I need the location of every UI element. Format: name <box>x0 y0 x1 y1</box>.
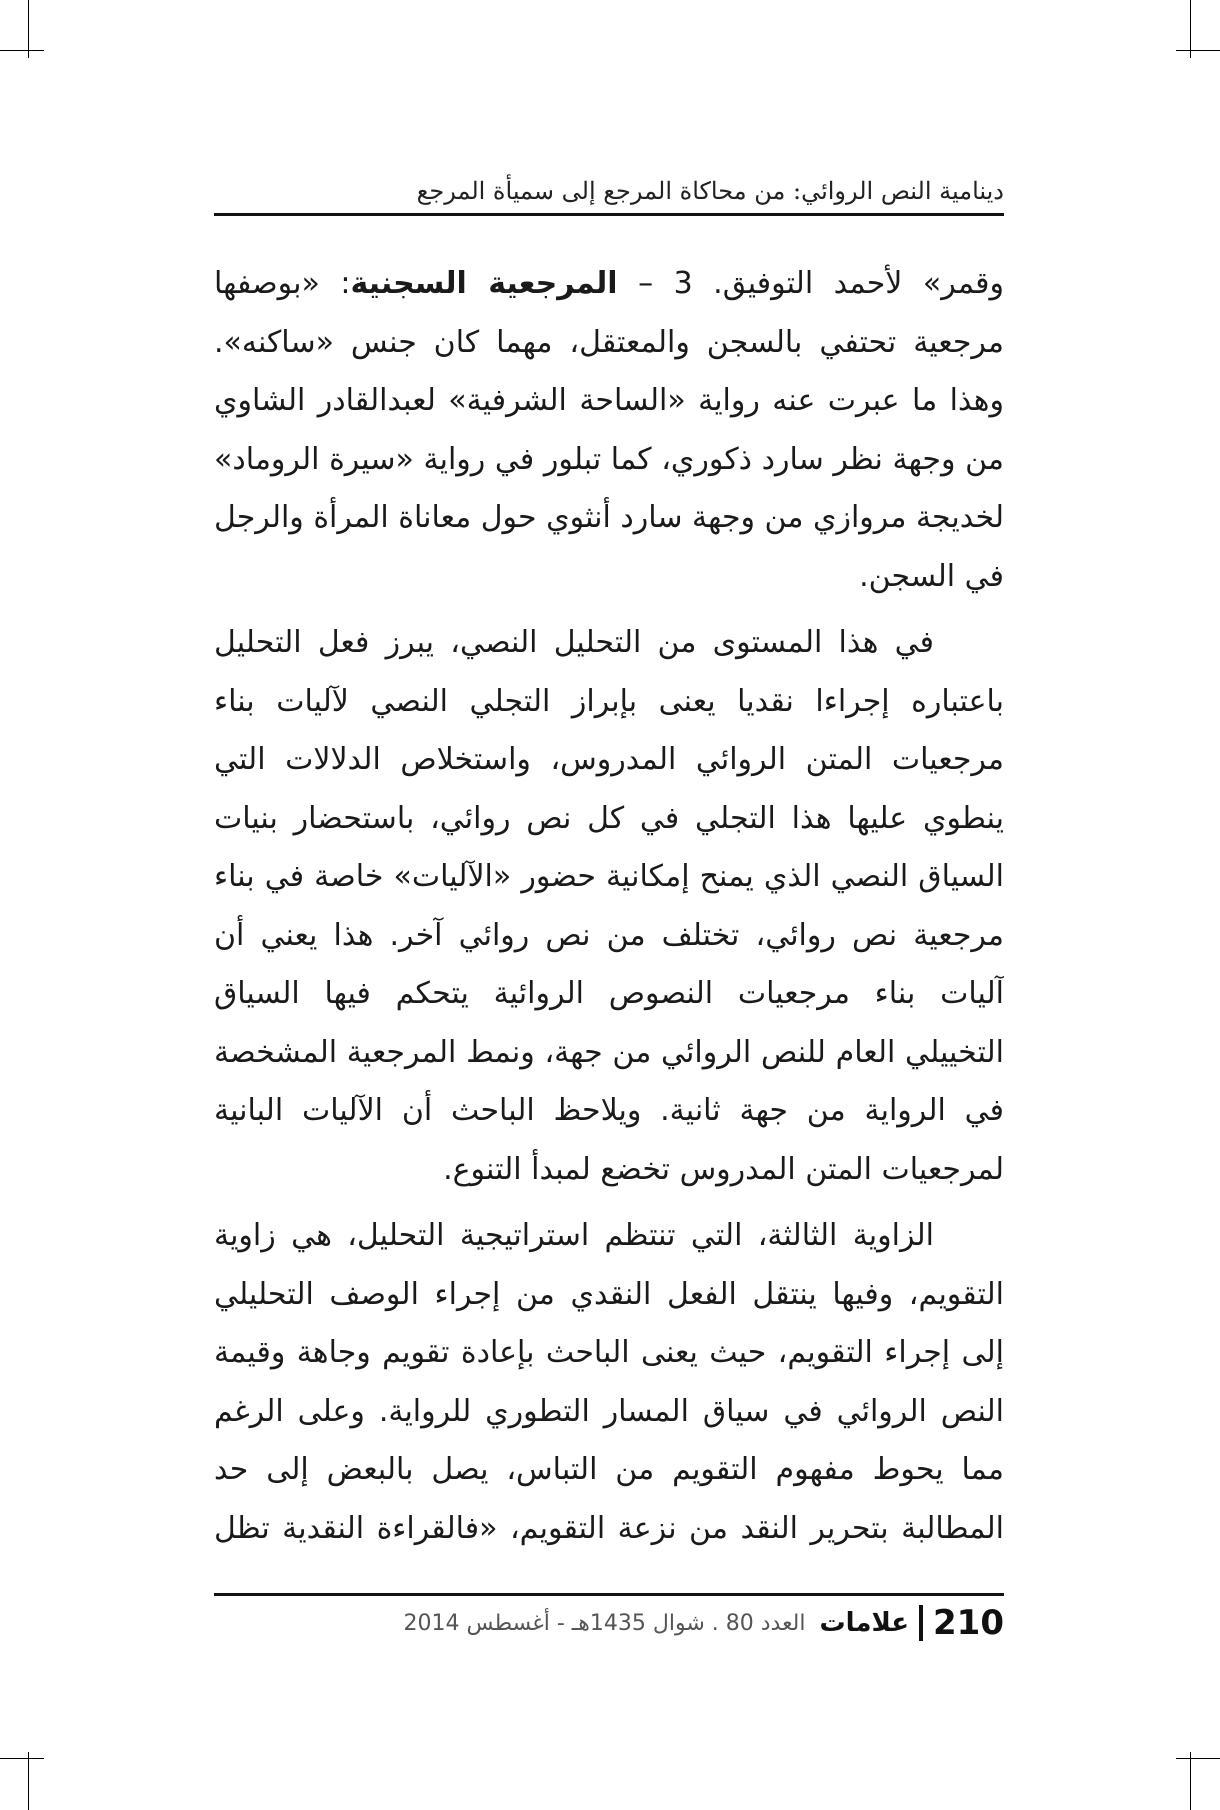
crop-mark <box>1176 50 1220 51</box>
page-footer <box>214 1600 1004 1646</box>
body-text <box>214 255 1004 1555</box>
paragraph-1-start: وقمر» لأحمد التوفيق. 3 – <box>617 266 1004 301</box>
crop-mark <box>0 1758 44 1759</box>
crop-mark <box>1190 1752 1191 1810</box>
paragraph-3: الزاوية الثالثة، التي تنتظم استراتيجية التحليل، هي زاوية التقويم، وفيها ينتقل الفعل النقدي من إجراء الوصف التحليلي إلى إجراء التقويم، حيث يعنى الباحث بإعادة تقويم وجاهة وقيمة النص الروائي في سياق المسار التطوري للرواية. وعلى الرغم مما يحوط مفهوم التقويم من التباس، يصل بالبعض إلى حد المطالبة بتحرير النقد من نزعة التقويم، «فالقراءة النقدية تظل <box>214 1218 1004 1546</box>
journal-name: علامات <box>819 1608 910 1638</box>
footer-rule <box>214 1593 1004 1596</box>
crop-mark <box>28 1752 29 1810</box>
footer-divider <box>919 1605 923 1641</box>
issue-info: العدد 80 . شوال 1435هـ - أغسطس 2014 <box>403 1610 806 1636</box>
running-header: دينامية النص الروائي: من محاكاة المرجع إلى سميأة المرجع <box>416 177 1004 205</box>
paragraph-2: في هذا المستوى من التحليل النصي، يبرز فعل التحليل باعتباره إجراءا نقديا يعنى بإبراز التجلي النصي لآليات بناء مرجعيات المتن الروائي المدروس، واستخلاص الدلالات التي ينطوي عليها هذا التجلي في كل نص روائي، باستحضار بنيات السياق النصي الذي يمنح إمكانية حضور «الآليات» خاصة في بناء مرجعية نص روائي، تختلف من نص روائي آخر. هذا يعني أن آليات بناء مرجعيات النصوص الروائية يتحكم فيها السياق التخييلي العام للنص الروائي من جهة، ونمط المرجعية المشخصة في الرواية من جهة ثانية. ويلاحظ الباحث أن الآليات البانية لمرجعيات المتن المدروس تخضع لمبدأ التنوع. <box>214 625 1004 1187</box>
crop-mark <box>1176 1758 1220 1759</box>
page-number: 210 <box>933 1603 1004 1643</box>
header-rule <box>214 213 1004 216</box>
paragraph-1-rest: : «بوصفها مرجعية تحتفي بالسجن والمعتقل، مهما كان جنس «ساكنه». وهذا ما عبرت عنه رواية «الساحة الشرفية» لعبدالقادر الشاوي من وجهة نظر سارد ذكوري، كما تبلور في رواية «سيرة الروماد» لخديجة مروازي من وجهة سارد أنثوي حول معاناة المرأة والرجل في السجن. <box>214 266 1004 594</box>
paragraph-1 <box>214 255 1004 606</box>
crop-mark <box>0 50 44 51</box>
prison-reference-term: المرجعية السجنية <box>350 266 618 301</box>
